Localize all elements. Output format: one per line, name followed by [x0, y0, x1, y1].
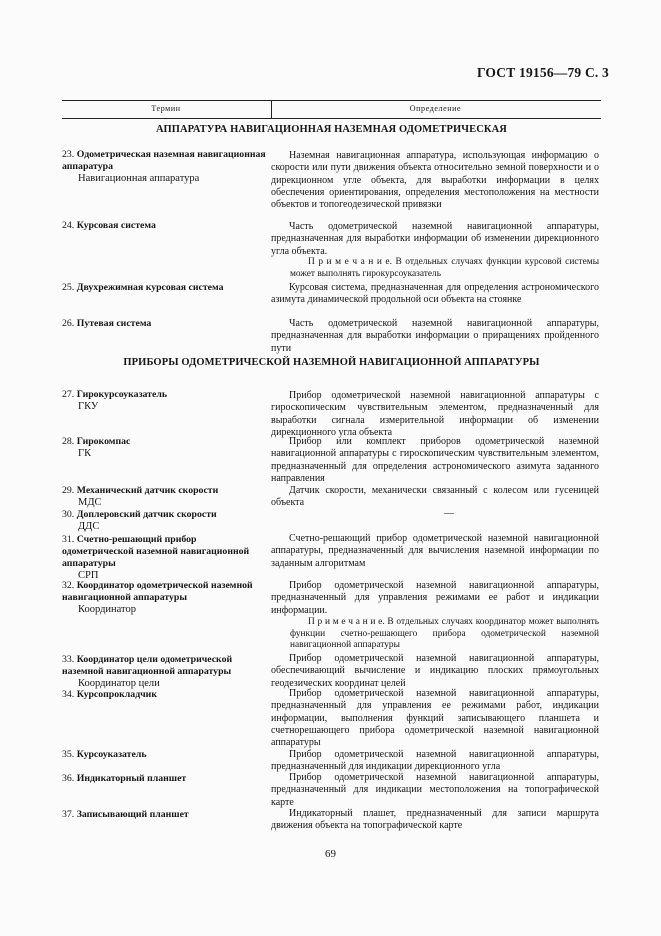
term-name: Гирокомпас: [76, 436, 131, 447]
term-abbreviation: Координатор: [78, 603, 137, 615]
section-title: АППАРАТУРА НАВИГАЦИОННАЯ НАЗЕМНАЯ ОДОМЕТРИЧЕСКАЯ: [156, 124, 507, 135]
term-entry-24: [62, 220, 269, 232]
term-name: Доплеровский датчик скорости: [76, 509, 217, 520]
term-entry-33: [62, 654, 269, 690]
term-entry-31: [62, 534, 269, 582]
term-name: Механический датчик скорости: [76, 485, 219, 496]
term-name: Индикаторный планшет: [76, 773, 187, 784]
term-name: Двухрежимная курсовая система: [76, 282, 224, 293]
definition-26: Часть одометрической наземной навигационной аппаратуры, предназначенная для выработки информации о приращениях пройденного пути: [271, 318, 599, 354]
definition-29: Датчик скорости, механически связанный с колесом или гусеницей объекта: [271, 485, 599, 509]
term-name: Гирокурсоуказатель: [76, 389, 167, 400]
term-abbreviation: ДДС: [78, 520, 100, 532]
definition-23: Наземная навигационная аппаратура, использующая информацию о скорости или пути движения объекта относительно земной поверхности и о дирекционном угле объекта, для выработки информации в целях обеспечения ориентирования, определения местоположения на местности объектов и топогеодезической привязки: [271, 150, 599, 211]
section-title: ПРИБОРЫ ОДОМЕТРИЧЕСКОЙ НАЗЕМНОЙ НАВИГАЦИОННОЙ АППАРАТУРЫ: [123, 357, 540, 368]
term-name: Координатор одометрической наземной навигационной аппаратуры: [62, 580, 253, 603]
term-number: 37.: [62, 809, 75, 820]
term-number: 25.: [62, 282, 75, 293]
definition-28: Прибор или комплект приборов одометрической наземной навигационной аппаратуры с гироскопическим чувствительным элементом, предназначенный для определения астрономического азимута заданного направления: [271, 436, 599, 484]
term-entry-30: [62, 509, 269, 533]
term-entry-29: [62, 485, 269, 509]
definition-25: Курсовая система, предназначенная для определения астрономического азимута динамической продольной оси объекта на стоянке: [271, 282, 599, 306]
table-header-rule: [62, 118, 601, 119]
term-number: 23.: [62, 149, 75, 160]
term-entry-34: [62, 689, 269, 701]
page-number: 69: [325, 848, 336, 860]
term-name: Одометрическая наземная навигационная аппаратура: [62, 149, 266, 172]
definition-36: Прибор одометрической наземной навигационной аппаратуры, предназначенный для индикации местоположения на топографической карте: [271, 772, 599, 808]
term-number: 35.: [62, 749, 75, 760]
definition-31: Счетно-решающий прибор одометрической наземной навигационной аппаратуры, предназначенный для вычисления наземной информации по заданным алгоритмам: [271, 533, 599, 569]
column-header-term: Термин: [151, 104, 181, 113]
term-number: 36.: [62, 773, 75, 784]
term-abbreviation: Навигационная аппаратура: [78, 172, 200, 184]
definition-35: Прибор одометрической наземной навигационной аппаратуры, предназначенный для индикации дирекционного угла: [271, 749, 599, 773]
term-entry-25: [62, 282, 269, 294]
term-name: Курсопрокладчик: [76, 689, 157, 700]
definition-37: Индикаторный плашет, предназначенный для записи маршрута движения объекта на топографической карте: [271, 808, 599, 832]
term-name: Курсовая система: [76, 220, 156, 231]
term-entry-35: [62, 749, 269, 761]
definition-34: Прибор одометрической наземной навигационной аппаратуры, предназначенный для управления ее режимами работ, индикации информации, выполнения функций записывающего планшета и счетнорешающего прибора одометрической наземной навигационной аппаратуры: [271, 688, 599, 749]
term-abbreviation: ГК: [78, 447, 92, 459]
term-abbreviation: СРП: [78, 569, 99, 581]
term-number: 24.: [62, 220, 75, 231]
term-abbreviation: Координатор цели: [78, 677, 160, 689]
term-abbreviation: ГКУ: [78, 400, 99, 412]
table-top-rule: [62, 100, 601, 101]
term-number: 34.: [62, 689, 75, 700]
term-name: Записывающий планшет: [76, 809, 189, 820]
term-number: 32.: [62, 580, 75, 591]
definition-27: Прибор одометрической наземной навигационной аппаратуры с гироскопическим чувствительным элементом, предназначенный для выработки сигнала измерительной информации об изменении дирекционного угла объекта: [271, 390, 599, 438]
term-entry-27: [62, 389, 269, 413]
definition-32: Прибор одометрической наземной навигационной аппаратуры, предназначенный для управления режимами ее работ и индикации информации.: [271, 580, 599, 616]
term-number: 26.: [62, 318, 75, 329]
term-number: 31.: [62, 534, 75, 545]
column-header-definition: Определение: [409, 104, 462, 113]
definition-33: Прибор одометрической наземной навигационной аппаратуры, обеспечивающий вычисление и индикацию плоских прямоугольных геодезических координат целей: [271, 653, 599, 689]
definition-30: —: [444, 508, 454, 519]
term-abbreviation: МДС: [78, 496, 102, 508]
term-name: Курсоуказатель: [76, 749, 147, 760]
term-number: 30.: [62, 509, 75, 520]
term-entry-23: [62, 149, 269, 185]
term-number: 33.: [62, 654, 75, 665]
term-name: Счетно-решающий прибор одометрической наземной навигационной аппаратуры: [62, 534, 250, 569]
note-32: П р и м е ч а н и е. В отдельных случаях координатор может выполнять функции счетно-решающего прибора одометрической наземной навигационной аппаратуры: [290, 617, 599, 651]
term-name: Путевая система: [76, 318, 152, 329]
term-number: 29.: [62, 485, 75, 496]
term-entry-28: [62, 436, 269, 460]
term-entry-26: [62, 318, 269, 330]
term-entry-37: [62, 809, 269, 821]
note-24: П р и м е ч а н и е. В отдельных случаях функции курсовой системы может выполнять гирокурсоуказатель: [290, 257, 599, 279]
document-header: ГОСТ 19156—79 С. 3: [476, 65, 609, 80]
term-name: Координатор цели одометрической наземной навигационной аппаратуры: [62, 654, 233, 677]
term-number: 27.: [62, 389, 75, 400]
term-entry-32: [62, 580, 269, 616]
term-number: 28.: [62, 436, 75, 447]
definition-24: Часть одометрической наземной навигационной аппаратуры, предназначенная для выработки информации об изменении дирекционного угла объекта.: [271, 221, 599, 257]
term-entry-36: [62, 773, 269, 785]
